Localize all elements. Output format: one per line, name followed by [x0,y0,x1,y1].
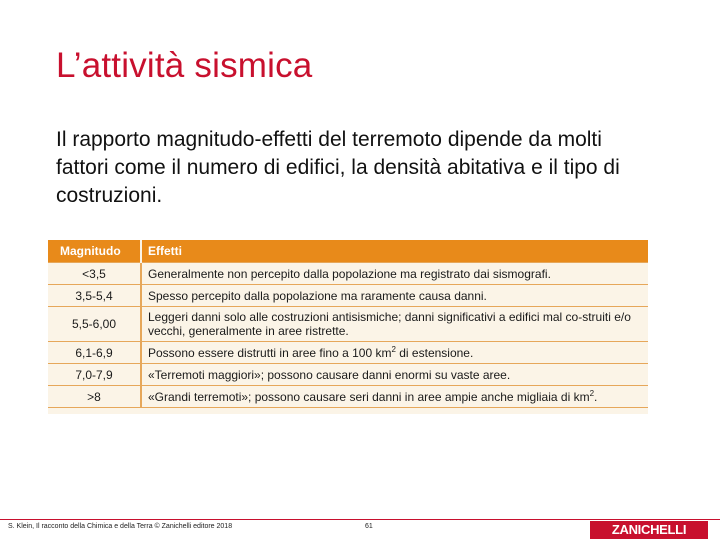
footer-divider [0,519,720,520]
table-row [48,342,648,364]
slide-body-text: Il rapporto magnitudo-effetti del terremoto dipende da molti fattori come il numero di edifici, la densità abitativa e il tipo di costruzioni. [56,128,620,207]
magnitude-cell: 7,0-7,9 [48,364,141,386]
magnitude-cell: 3,5-5,4 [48,285,141,307]
table-row [48,285,648,307]
table-header-row [48,240,648,263]
superscript: 2 [589,388,595,398]
effect-cell [141,386,648,408]
effect-text: . [594,389,598,404]
publisher-logo: ZANICHELLI [590,521,708,539]
magnitude-effects-table [48,240,648,414]
magnitude-cell: 6,1-6,9 [48,342,141,364]
table-row [48,364,648,386]
effect-cell [141,342,648,364]
column-header-effects: Effetti [141,240,648,263]
magnitude-cell: >8 [48,386,141,408]
effect-text: di estensione. [395,345,474,360]
effect-cell: «Terremoti maggiori»; possono causare danni enormi su vaste aree. [141,364,648,386]
footer-citation: S. Klein, Il racconto della Chimica e della Terra © Zanichelli editore 2018 [8,523,233,530]
effect-cell: Generalmente non percepito dalla popolazione ma registrato dai sismografi. [141,263,648,285]
slide-title: L’attività sismica [56,46,313,85]
effect-text: Possono essere distrutti in aree fino a 100 km [148,345,392,360]
superscript: 2 [391,344,396,354]
table-row [48,263,648,285]
column-header-magnitude: Magnitudo [48,240,141,263]
magnitude-cell: <3,5 [48,263,141,285]
table-row [48,386,648,408]
page-number: 61 [365,523,373,530]
effect-cell: Spesso percepito dalla popolazione ma raramente causa danni. [141,285,648,307]
effect-cell: Leggeri danni solo alle costruzioni antisismiche; danni significativi a edifici mal co-struiti e/o vecchi, generalmente in aree ristrette. [141,307,648,342]
magnitude-cell: 5,5-6,00 [48,307,141,342]
table-row [48,307,648,342]
effect-text: «Grandi terremoti»; possono causare seri danni in aree ampie anche migliaia di km [148,389,590,404]
